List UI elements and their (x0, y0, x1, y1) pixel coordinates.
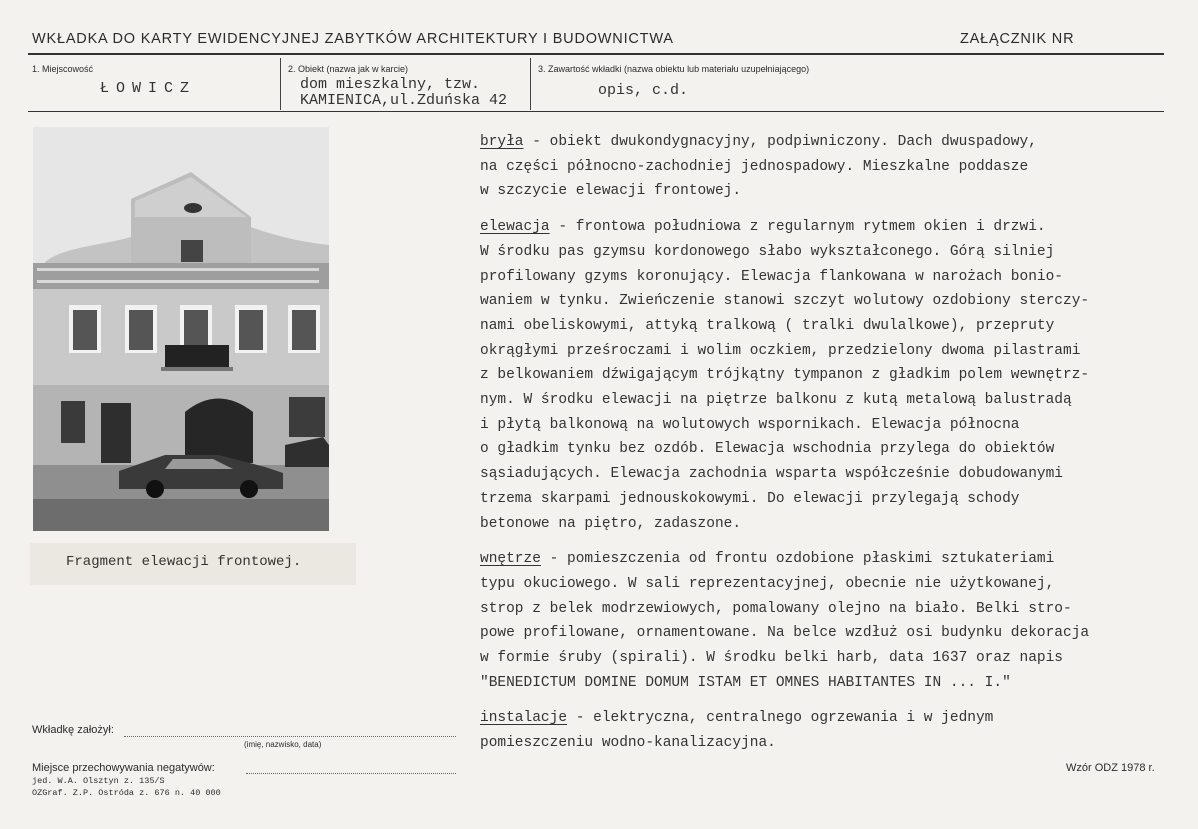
prepared-by-label: Wkładkę założył: (32, 724, 114, 736)
field-2-value-line-1: dom mieszkalny, tzw. (300, 76, 481, 93)
text-line: w szczycie elewacji frontowej. (480, 183, 742, 200)
text-line: pomieszczeniu wodno-kanalizacyjna. (480, 735, 776, 752)
form-title: WKŁADKA DO KARTY EWIDENCYJNEJ ZABYTKÓW ARCHITEKTURY I BUDOWNICTWA (32, 31, 674, 47)
section-bryla (480, 130, 1180, 204)
text-line: bryła - obiekt dwukondygnacyjny, podpiwniczony. Dach dwuspadowy, (480, 134, 1037, 150)
photo-caption: Fragment elewacji frontowej. (66, 554, 302, 570)
section-elewacja (480, 215, 1180, 536)
text-line: profilowany gzyms koronujący. Elewacja flankowana w narożach bonio- (480, 268, 1063, 285)
text-line: W środku pas gzymsu kordonowego słabo wykształconego. Górą silniej (480, 243, 1055, 260)
section-term: wnętrze (480, 551, 541, 568)
text-line: waniem w tynku. Zwieńczenie stanowi szczyt wolutowy ozdobiony sterczy- (480, 293, 1090, 310)
prepared-by-line[interactable] (124, 735, 456, 737)
field-2-value-line-2: KAMIENICA,ul.Zduńska 42 (300, 92, 508, 109)
text-line: okrągłymi prześroczami i wolim oczkiem, przedzielony dwoma pilastrami (480, 342, 1081, 359)
text-line: trzema skarpami jednouskokowymi. Do elewacji przylegają schody (480, 490, 1020, 507)
print-info-1: jed. W.A. Olsztyn z. 135/S (32, 776, 165, 786)
section-wnetrze (480, 547, 1180, 695)
form-model: Wzór ODZ 1978 r. (1066, 762, 1155, 774)
text-line: "BENEDICTUM DOMINE DOMUM ISTAM ET OMNES HABITANTES IN ... I." (480, 674, 1011, 691)
prepared-by-hint: (imię, nazwisko, data) (244, 740, 322, 749)
field-row-rule (28, 111, 1164, 112)
header-rule (28, 53, 1164, 55)
text-line: na części północno-zachodniej jednospadowy. Mieszkalne poddasze (480, 158, 1029, 175)
text-line: strop z belek modrzewiowych, pomalowany olejno na biało. Belki stro- (480, 600, 1072, 617)
text-line: typu okuciowego. W sali reprezentacyjnej, obecnie nie użytkowanej, (480, 575, 1055, 592)
text-line: elewacja - frontowa południowa z regularnym rytmem okien i drzwi. (480, 219, 1046, 236)
text-line: nami obeliskowymi, attyką tralkową ( tralki dwulalkowe), przepruty (480, 317, 1055, 334)
field-3-value: opis, c.d. (598, 82, 689, 99)
text-line: nym. W środku elewacji na piętrze balkonu z kutą metalową balustradą (480, 392, 1072, 409)
text-line: instalacje - elektryczna, centralnego ogrzewania i w jednym (480, 710, 994, 727)
text-line: i płytą balkonową na wolutowych wspornikach. Elewacja północna (480, 416, 1020, 433)
building-photo (33, 127, 329, 531)
field-2-label: 2. Obiekt (nazwa jak w karcie) (288, 64, 409, 74)
text-line: w formie śruby (spirali). W środku belki harb, data 1637 oraz napis (480, 650, 1063, 667)
text-line: sąsiadujących. Elewacja zachodnia wsparta współcześnie dobudowanymi (480, 466, 1063, 483)
text-line: betonowe na piętro, zadaszone. (480, 515, 742, 532)
text-line: powe profilowane, ornamentowane. Na belce wzdłuż osi budynku dekoracja (480, 625, 1090, 642)
annex-label: ZAŁĄCZNIK NR (960, 31, 1075, 47)
storage-line[interactable] (246, 772, 456, 774)
storage-label: Miejsce przechowywania negatywów: (32, 762, 215, 774)
section-term: bryła (480, 134, 524, 150)
text-line: z belkowaniem dźwigającym trójkątny tympanon z gładkim polem wewnętrz- (480, 367, 1090, 384)
field-3-label: 3. Zawartość wkładki (nazwa obiektu lub materiału uzupełniającego) (538, 64, 810, 74)
text-line: o gładkim tynku bez ozdób. Elewacja wschodnia przylega do obiektów (480, 441, 1055, 458)
field-divider-1 (280, 58, 281, 110)
description-body (480, 130, 1180, 756)
text-line: wnętrze - pomieszczenia od frontu ozdobione płaskimi sztukateriami (480, 551, 1055, 568)
section-term: instalacje (480, 710, 568, 727)
section-term: elewacja (480, 219, 550, 236)
field-1-label: 1. Miejscowość (32, 64, 94, 74)
field-divider-2 (530, 58, 531, 110)
print-info-2: OZGraf. Z.P. Ostróda z. 676 n. 40 000 (32, 788, 221, 798)
section-instalacje (480, 706, 1180, 755)
field-1-value: ŁOWICZ (100, 80, 197, 97)
